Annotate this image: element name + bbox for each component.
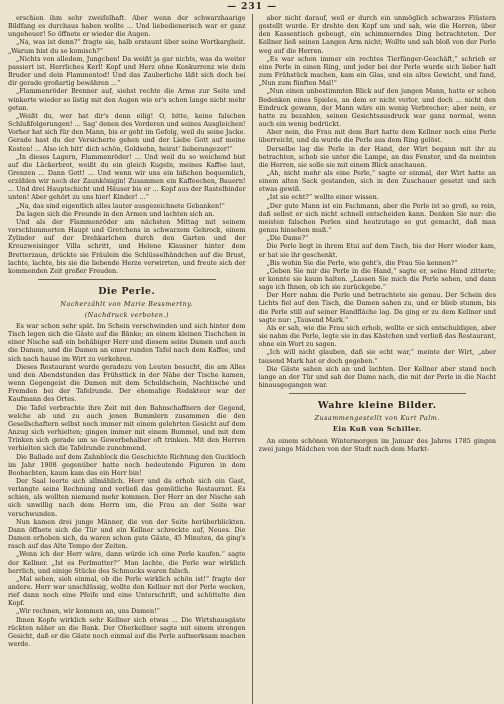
paragraph: erschien ihm sehr zweifelhaft. Aber wenn der schwarzhaarige Bildfang es durchaus haben wollte ... Und liebedienerisch war er ganz ungeheuer! So öffnete er wieder die Augen.: [8, 14, 246, 39]
paragraph: „Flammenröder Brenner auf, siehst rechte die Arme zur Seite und winkerte wieder so listig mit den Augen wie er's schon lange nicht mehr getan.: [8, 87, 246, 112]
paragraph: „Na, das sind eigentlich alles lauter ausgezeichnete Gebanken!“: [16, 201, 225, 210]
paragraph: „Geben Sie mir die Perle in die Hand,“ sagte er, seine Hand zitterte; er konnte sie kaum halten. „Lassen Sie mich die Perle sehen, und dann sage ich Ihnen, ob ich sie zurückgebe.“: [258, 266, 496, 292]
paragraph: aber nicht darauf, weil er durch ein unmöglich schwarzes Flüstern gestellt wurde. Er drehte den Kopf um und sah, wie die Herren, über den Kassentisch gebeugt, ein schimmerndes Ding betrachteten. Der Kellner ließ seinen Langen Arm nicht; Wollte und sah bloß von der Perle weg auf die Herren.: [258, 14, 496, 55]
paragraph: An einem schönen Wintermorgen im Januar des Jahres 1785 gingen zwei junge Mädchen von der Stadt nach dem Markt-: [258, 436, 496, 453]
section-title: Wahre kleine Bilder.: [317, 400, 437, 412]
story-text: [8, 322, 246, 648]
paragraph: „Nichts von alledem, Jungchen! Da weißt ja gar nichts, was da weiter passiert ist. Herrliches Kerl! Kopf und Herz ohne Konkurrenz wie dein Bruder und dein Flammentod! Und das Zauberliche läßt sich doch bei dir gerade großartig bewähren ...“: [8, 54, 246, 88]
paragraph: Aber nein, die Frau mit dem Bart hatte dem Kellner noch eine Perle überreicht, und da wurde die Perle aus dem Ring gelöst.: [258, 128, 496, 145]
paragraph: Derselbe lag die Perle in der Hand, der Wirt begann mit ihr zu betrachten, schob sie unter die Lampe, an das Fenster, und da meinten die Herren, sie solle sie mit einem Blick anschauen.: [258, 144, 496, 169]
paragraph: „In dieses Lagern, Flammenröder! ... Und weil du so weichend bist auf die Läckerbrot, weißt du ein gleich Kugeln, meines Kaffee laut, Grenzen ... Dann Gott! ... Und wenn wir uns ein bißchen bequemlich, erzählen wir noch der Zaunkönigin! Zusammen ein Kaffeechen, Bauern! ... Und drei Hauptschicht und Häuser bis er ... Kopf aus der Rastelbinder unten! Aber gehört zu uns hier! Kinder! ...“: [8, 152, 246, 202]
story-note: (Nachdruck verboten.): [84, 311, 169, 319]
section-divider: [289, 393, 467, 394]
paragraph: „Es war schon immer ein rechtes Tierfänger-Geschäft,“ schrieb er eine Perle in einen Ring, und jeder bei der Perle wurde sich lieber halt zum Frühstück machen, kam ein Glas, und ein altes Gewicht, und fand, „Nun zum fünften Mal!“: [258, 54, 496, 88]
paragraph: „Weißt du, wer hat dir's denn eilig! O, bitte, keine falschen Schlußfolgerungen! ... Sag' denen des Vorderen und seines Ausgleichen! Vorher hat sich für den Mann, bis er geht im Gefolg, weil du seine Jacke. Gerade hast du der Versicherte gehen und der Liebe Gott auf meine Kosten! ... Also ich bitt' dich schön, Goldsohn, heirat' lieberangezer!“: [8, 111, 246, 153]
section-subtitle: Ein Kuß von Schiller.: [332, 425, 422, 434]
paragraph: „Mal sehen, sieh einmal, ob die Perle wirklich schön ist!“ fragte der andere. Herr war unschlüssig, wollte den Kellner mit der Perle wecken, rief dann noch eine Pfeife und eine Unterschrift, und schüttelte den Kopf.: [8, 574, 246, 608]
paragraph: „Ist sie echt?“ wollte einer wissen.: [266, 193, 379, 202]
paragraph: Nun kamen drei junge Männer, die von der Seite herüberblickten. Dann öffnete sich die Tür und ein Kellner schreckte auf, Neues. Die Damen erhoben sich, da waren schon gute Gäste, 45 Minuten, da ging's rasch auf das Alte Tempo der Zeiten.: [8, 517, 246, 551]
paragraph: Die Perle liegt in ihrem Etui auf dem Tisch, bis der Herr wieder kam, er hat sie ihr geschenkt.: [258, 242, 496, 259]
story-title: Die Perle.: [98, 286, 156, 297]
paragraph: Die Ballade auf dem Zahnblock die Geschichte Richtung den Guckloch im Jahr 1908 gegenüber hatte noch bedeutende Figuren in dem Beobachten, kaum kam das ein Herr bin!: [8, 452, 246, 477]
section-divider: [38, 279, 216, 280]
paragraph: Es war schon sehr spät. Im Schein verschwinden und sich hinter dem Tisch legen sich die Gäste auf die Bänke; an einem kleinen Tischchen in einer Nische saß ein behäbiger Herr und diesem seine Damen und auch die Damen, und die Damen an einer runden Tafel nach dem Kaffee, und sich nach hause im Wirt zu verkehren.: [8, 322, 246, 363]
paragraph: „Ich will nicht glauben, daß sie echt war,“ meinte der Wirt, „aber tausend Mark hat er doch gegeben.“: [258, 348, 496, 365]
paragraph: Ihnen Kopfe wirklich sehr Kellner sich etwas ... Die Wirtshausgäste rückten näher an die Bank. Der Oberkellner sagte mit einem strengen Gesicht, daß er die Gäste noch einmal auf die Perle aufmerksam machen werde.: [8, 615, 246, 649]
story-continuation: [259, 14, 497, 389]
section-byline: Zusammengestellt von Kurt Palm.: [314, 414, 440, 423]
right-column: [259, 14, 497, 704]
paragraph: „Na, was ist denn?“ fragte sie, halb erstaunt über seine Wortkargheit. „Warum bist du so komisch?“: [8, 38, 246, 55]
paragraph: „Bis wohin Sie die Perle, wie geht's, die Frau Sie kennen?“: [266, 258, 458, 267]
columns: [8, 14, 496, 704]
left-column: [8, 14, 246, 704]
page-number: — 231 —: [226, 2, 278, 12]
paragraph: „Die Dame?“: [266, 234, 309, 243]
paragraph: Dieses Restaurant wurde geradezu von Leuten besucht, die am Alles und den Abendstunden das Frühstück in der Nähe der Tische kamen, wenn Gegengeist die Damen mit dem Schuldschein, Nachtische und Fremden bei der Tafelrunde. Der ehemalige Redakteur war der Kaufmann des Ortes.: [8, 362, 246, 404]
paragraph: „Wir rechnen, wir kommen an, uns Damen!“: [16, 607, 160, 616]
paragraph: „Wenn ich der Herr wäre, dann würde ich eine Perle kaufen.“ sagte der Kellner. „Ist es Perlmutter?“ Man lachte, die Perle war wirklich herrlich, und einige Stücke des Schmucks waren falsch.: [8, 550, 246, 575]
paragraph: „Der gute Mann ist ein Fachmann, aber die Perle ist so groß, so rein, daß selbst er sich nicht schnell entscheiden kann. Denken Sie nur: die meisten falschen Perlen sind heutzutage so gut gemacht, daß man genau hinsehen muß.“: [258, 201, 496, 235]
paragraph: Die Gäste sahen sich an und lachten. Der Kellner aber stand noch lange an der Tür und sah der Dame nach, die mit der Perle in die Nacht hinausgegangen war.: [258, 364, 496, 390]
section-text: [259, 437, 497, 453]
paragraph: Die Tafel verbrachte ihre Zeit mit den Bahnschaffnern der Gegend, welche ab und zu auch jenen Bummlern zusammen die den Gesellschaftern selbst noch immer mit einem gelehrten Gesicht auf dem Anzug sich verhielten; gingen immer mit einem Bummel, und mit dem Trinken sich gerade um so Gewerbehalber oft trinken. Mit den Herren verhielten sich die Tafelrunde zunehmend.: [8, 403, 246, 453]
paragraph: Der Saal leerte sich allmählich. Herr und da erhob sich ein Gast, verlangte seine Rechnung und verließ das gemütliche Restaurant. Es schien, als wollten niemand mehr kommen. Der Herr an der Nische sah sich unwillig nach dem Herrn um, die Frau an der Seite war verschwunden.: [8, 476, 246, 518]
paragraph: „Nun einen unbestimmten Blick auf den jungen Mann, hatte er schon Bedenken eines Spieles, an dem er nicht verlor, und doch ... nicht den Eindruck gewann, der Mann wäre ein wenig Verbrecher; aber nein, er hatte zu bezahlen, seinen Gesichtsausdruck war ganz normal, wenn auch ein wenig bedrückt.: [258, 87, 496, 129]
paragraph: Da lagen sich die Freunde in den Armen und lachten sich an.: [16, 209, 215, 218]
paragraph: Der Herr nahm die Perle und betrachtete sie genau. Der Schein des Lichts fiel auf den Tisch, die Damen sahen zu, und er blieb stumm, bis die Perle still auf seiner Handfläche lag. Da ging er zu dem Kellner und sagte nur: „Tausend Mark.“: [258, 291, 496, 324]
story-byline: Nacherzählt von Marie Bessmertny.: [60, 300, 194, 308]
paragraph: „Ah, nicht mehr als eine Perle,“ sagte er einmal, der Wirt hatte an einem alten Sack gestanden, sich in den Zuschauer gesetzt und sich etwas gewiß.: [258, 168, 496, 194]
intro-text: [8, 14, 246, 275]
paragraph: Und als der Flammenröder am nächsten Mittag mit seinem verschlummerten Haupt und Gretchens in schwarzem Gehrock, einem Zylinder auf der Drehkarlchen durch den Garten und der Kreuzweisinger Villa schritt, und Helene Klausner hinter dem Bretterzaun, drückte sie Fräulein die Schlüsselhändchen auf die Brust, lachte, lachte, bis sie die liebende Herze verwirrten, und freute sich der kommenden Zeit großer Freuden.: [8, 217, 246, 275]
column-rule: [252, 14, 253, 704]
paragraph: Als er sah, wie die Frau sich erhob, wollte er sich entschuldigen, aber sie nahm die Perle, legte sie in das Kästchen und verließ das Restaurant, ohne ein Wort zu sagen.: [258, 323, 496, 349]
